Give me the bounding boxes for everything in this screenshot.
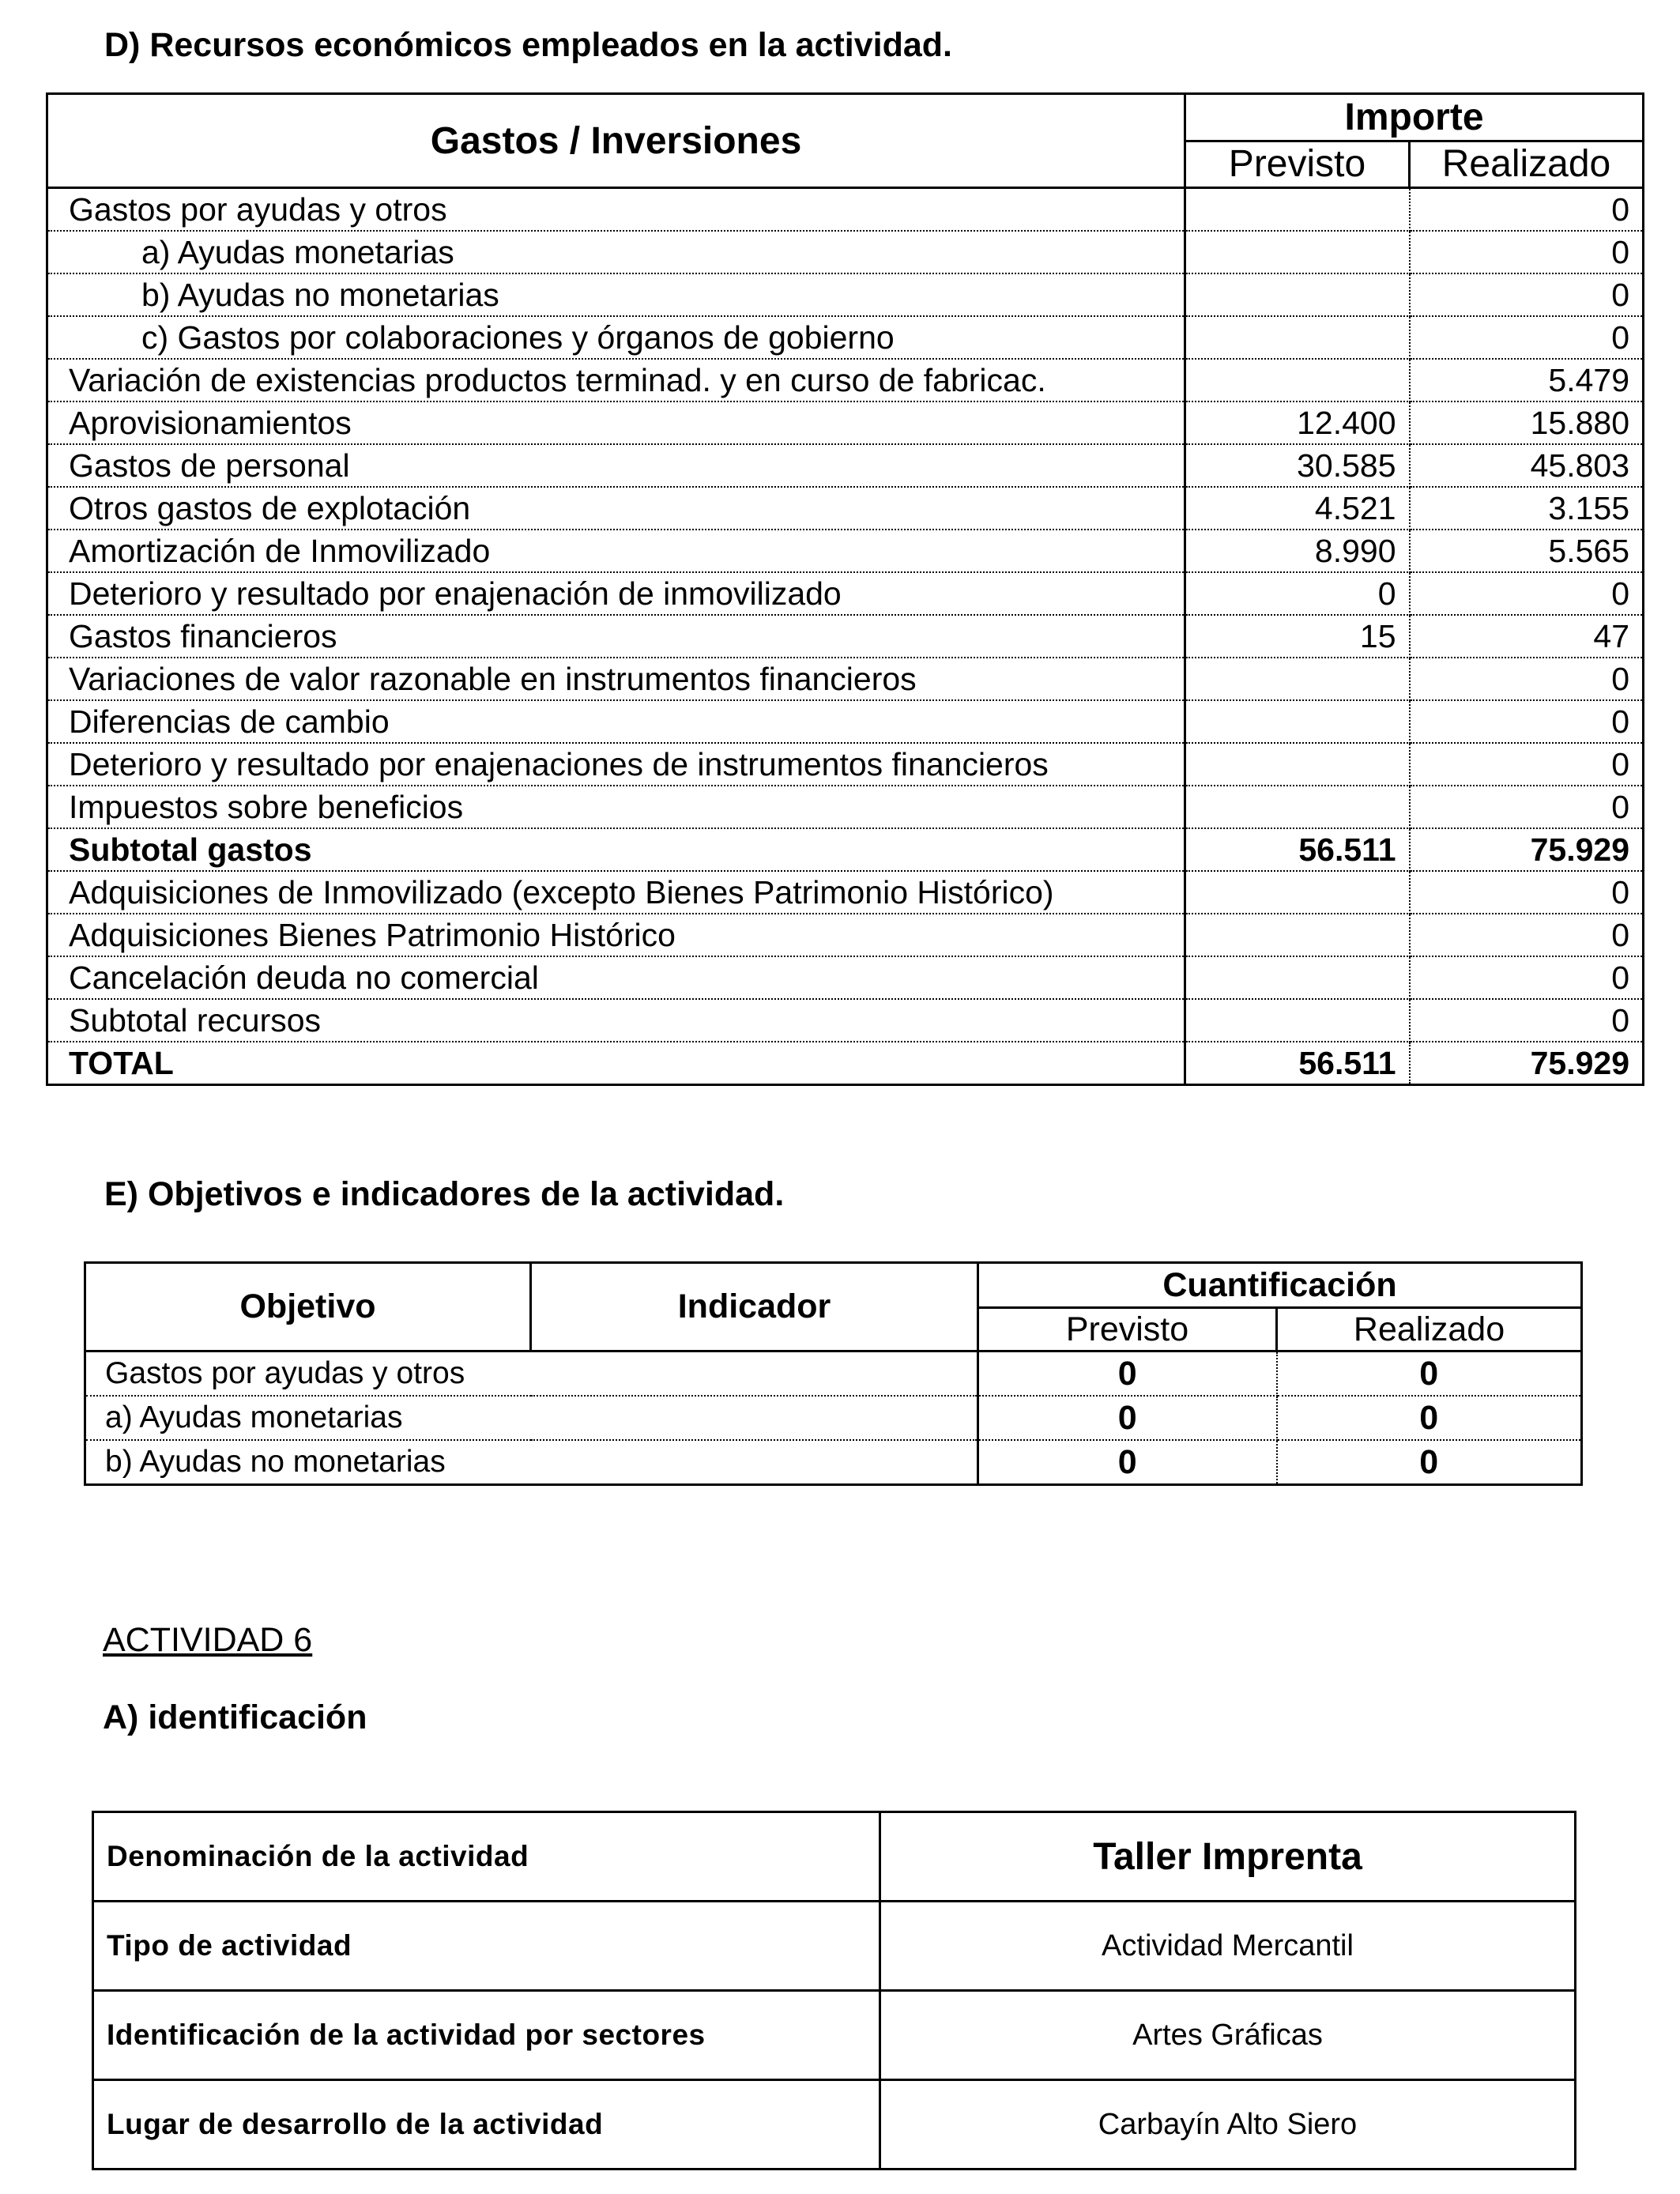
row-label: Impuestos sobre beneficios: [47, 786, 1185, 828]
realizado-value: 0: [1410, 956, 1644, 999]
realizado-value: 3.155: [1410, 487, 1644, 530]
realizado-value: 0: [1277, 1351, 1582, 1397]
table-row: [47, 530, 1644, 572]
previsto-value: 0: [978, 1440, 1277, 1485]
row-label: Deterioro y resultado por enajenación de inmovilizado: [47, 572, 1185, 615]
row-label: Adquisiciones Bienes Patrimonio Histórico: [47, 914, 1185, 956]
realizado-value: 0: [1410, 316, 1644, 359]
previsto-value: 8.990: [1185, 530, 1410, 572]
realizado-value: 5.565: [1410, 530, 1644, 572]
row-label: Subtotal gastos: [47, 828, 1185, 871]
table-row: [47, 273, 1644, 316]
previsto-value: [1185, 743, 1410, 786]
realizado-value: 0: [1419, 1443, 1439, 1481]
row-label: b) Ayudas no monetarias: [85, 1440, 978, 1485]
col-importe-header: Importe: [1185, 94, 1644, 141]
field-label: Denominación de la actividad: [93, 1812, 880, 1902]
previsto-value: 0: [978, 1351, 1277, 1397]
row-label: Cancelación deuda no comercial: [47, 956, 1185, 999]
previsto-value: [1185, 914, 1410, 956]
previsto-value: [1185, 871, 1410, 914]
row-label: Diferencias de cambio: [47, 700, 1185, 743]
realizado-value: 0: [1410, 572, 1644, 615]
previsto-value: 56.511: [1185, 1042, 1410, 1085]
realizado-value: 0: [1410, 658, 1644, 700]
realizado-value: 0: [1410, 914, 1644, 956]
previsto-value: [1185, 188, 1410, 232]
table-row: [47, 743, 1644, 786]
row-label: Otros gastos de explotación: [47, 487, 1185, 530]
realizado-value: 47: [1410, 615, 1644, 658]
row-label: a) Ayudas monetarias: [85, 1396, 978, 1440]
row-label: TOTAL: [47, 1042, 1185, 1085]
previsto-value: [1185, 316, 1410, 359]
table-row: [47, 914, 1644, 956]
realizado-value: 0: [1277, 1396, 1582, 1440]
previsto-value: [1185, 956, 1410, 999]
row-label: Gastos por ayudas y otros: [85, 1351, 978, 1397]
previsto-value: [1185, 273, 1410, 316]
previsto-value: 56.511: [1185, 828, 1410, 871]
realizado-value: 0: [1410, 743, 1644, 786]
previsto-value: 4.521: [1185, 487, 1410, 530]
field-label: Identificación de la actividad por sectores: [93, 1991, 880, 2080]
realizado-value: 0: [1410, 786, 1644, 828]
table-row: [47, 487, 1644, 530]
previsto-value: [1185, 700, 1410, 743]
previsto-value: [1185, 359, 1410, 401]
realizado-value: 75.929: [1410, 828, 1644, 871]
row-label: Deterioro y resultado por enajenaciones de instrumentos financieros: [47, 743, 1185, 786]
table-row: [85, 1440, 1582, 1485]
table-row: [47, 359, 1644, 401]
previsto-value: 15: [1185, 615, 1410, 658]
field-value: Taller Imprenta: [880, 1812, 1576, 1902]
table-row: [47, 316, 1644, 359]
previsto-value: 12.400: [1185, 401, 1410, 444]
previsto-value: 0: [1185, 572, 1410, 615]
table-row: [47, 572, 1644, 615]
section-e-title: E) Objetivos e indicadores de la actividad.: [104, 1175, 785, 1213]
section-d-title: D) Recursos económicos empleados en la actividad.: [104, 26, 952, 64]
realizado-value: 5.479: [1410, 359, 1644, 401]
table-row: [47, 700, 1644, 743]
realizado-value: 75.929: [1530, 1045, 1630, 1081]
realizado-value: 0: [1410, 700, 1644, 743]
col-previsto-header: Previsto: [978, 1308, 1277, 1351]
field-value: Carbayín Alto Siero: [880, 2080, 1576, 2169]
row-label: Subtotal recursos: [47, 999, 1185, 1042]
table-row: [47, 658, 1644, 700]
previsto-value: [1185, 786, 1410, 828]
identification-table: [92, 1811, 1576, 2170]
row-label: c) Gastos por colaboraciones y órganos de gobierno: [47, 316, 1185, 359]
section-a-title: A) identificación: [103, 1698, 367, 1736]
row-label: Variaciones de valor razonable en instrumentos financieros: [47, 658, 1185, 700]
table-row: [93, 1812, 1576, 1902]
table-row: [93, 2080, 1576, 2169]
table-row: [47, 444, 1644, 487]
row-label: Aprovisionamientos: [47, 401, 1185, 444]
previsto-value: 0: [978, 1396, 1277, 1440]
previsto-value: 30.585: [1185, 444, 1410, 487]
field-value: Artes Gráficas: [880, 1991, 1576, 2080]
realizado-value: 45.803: [1410, 444, 1644, 487]
table-row: [47, 999, 1644, 1042]
table-row: [85, 1351, 1582, 1397]
realizado-value: 0: [1410, 999, 1644, 1042]
row-label: Gastos de personal: [47, 444, 1185, 487]
col-previsto-header: Previsto: [1185, 141, 1410, 188]
table-row: [85, 1396, 1582, 1440]
row-label: a) Ayudas monetarias: [47, 231, 1185, 273]
table-row: [47, 188, 1644, 232]
col-indicador-header: Indicador: [531, 1263, 978, 1351]
col-realizado-header: Realizado: [1277, 1308, 1582, 1351]
field-label: Tipo de actividad: [93, 1902, 880, 1991]
row-label: Amortización de Inmovilizado: [47, 530, 1185, 572]
previsto-value: [1185, 231, 1410, 273]
row-label: b) Ayudas no monetarias: [47, 273, 1185, 316]
table-row: [93, 1991, 1576, 2080]
table-row: [47, 401, 1644, 444]
row-label: Adquisiciones de Inmovilizado (excepto Bienes Patrimonio Histórico): [47, 871, 1185, 914]
table-row: [47, 231, 1644, 273]
field-label: Lugar de desarrollo de la actividad: [93, 2080, 880, 2169]
expenses-table: [46, 92, 1644, 1086]
table-row: [47, 871, 1644, 914]
activity-title: ACTIVIDAD 6: [103, 1621, 313, 1659]
table-row: [93, 1902, 1576, 1991]
realizado-value: 15.880: [1410, 401, 1644, 444]
field-value: Actividad Mercantil: [880, 1902, 1576, 1991]
realizado-value: 0: [1410, 188, 1644, 232]
row-label: Variación de existencias productos terminad. y en curso de fabricac.: [47, 359, 1185, 401]
subtotal-row: [47, 828, 1644, 871]
objectives-table: [84, 1261, 1583, 1486]
realizado-value: 0: [1410, 273, 1644, 316]
table-row: [47, 615, 1644, 658]
row-label: Gastos financieros: [47, 615, 1185, 658]
col-gastos-header: Gastos / Inversiones: [47, 94, 1185, 188]
row-label: Gastos por ayudas y otros: [47, 188, 1185, 232]
realizado-value: 0: [1410, 231, 1644, 273]
total-row: [47, 1042, 1644, 1085]
realizado-value: 0: [1410, 871, 1644, 914]
col-realizado-header: Realizado: [1410, 141, 1644, 188]
previsto-value: [1185, 999, 1410, 1042]
table-row: [47, 786, 1644, 828]
previsto-value: [1185, 658, 1410, 700]
table-row: [47, 956, 1644, 999]
col-cuantificacion-header: Cuantificación: [978, 1263, 1582, 1308]
col-objetivo-header: Objetivo: [85, 1263, 531, 1351]
